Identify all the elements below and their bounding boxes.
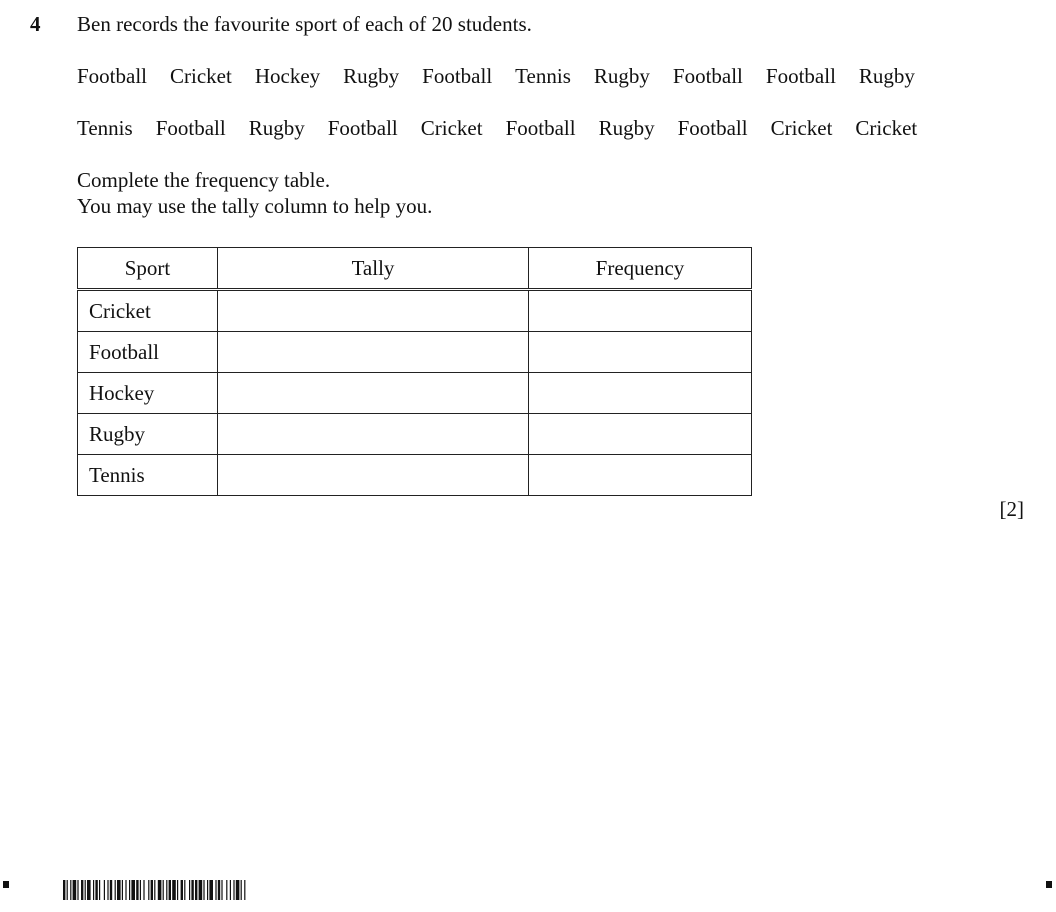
sport-word: Rugby bbox=[858, 64, 915, 88]
registration-mark-left bbox=[3, 881, 9, 888]
frequency-cell[interactable] bbox=[529, 290, 752, 332]
sport-word: Football bbox=[155, 116, 226, 140]
marks-indicator: [2] bbox=[999, 497, 1024, 521]
sport-cell: Football bbox=[78, 332, 218, 373]
sport-cell: Hockey bbox=[78, 373, 218, 414]
instruction-complete-table: Complete the frequency table. bbox=[77, 168, 331, 192]
question-prompt: Ben records the favourite sport of each of 20 students. bbox=[77, 12, 532, 36]
header-frequency: Frequency bbox=[529, 248, 752, 290]
sport-word: Rugby bbox=[343, 64, 400, 88]
sport-word: Football bbox=[677, 116, 748, 140]
frequency-cell[interactable] bbox=[529, 414, 752, 455]
sport-word: Cricket bbox=[170, 64, 232, 88]
sport-word: Football bbox=[77, 64, 148, 88]
sport-word: Hockey bbox=[254, 64, 321, 88]
tally-cell[interactable] bbox=[218, 332, 529, 373]
barcode bbox=[63, 880, 423, 900]
sport-data-row-2 bbox=[77, 115, 917, 141]
table-row bbox=[78, 290, 752, 332]
header-tally: Tally bbox=[218, 248, 529, 290]
sport-cell: Cricket bbox=[78, 290, 218, 332]
tally-cell[interactable] bbox=[218, 373, 529, 414]
sport-word: Cricket bbox=[855, 116, 918, 140]
frequency-table bbox=[77, 247, 752, 496]
table-row bbox=[78, 455, 752, 496]
instruction-tally-help: You may use the tally column to help you. bbox=[77, 194, 433, 218]
sport-word: Rugby bbox=[593, 64, 650, 88]
header-sport: Sport bbox=[78, 248, 218, 290]
sport-word: Football bbox=[327, 116, 398, 140]
frequency-cell[interactable] bbox=[529, 373, 752, 414]
table-row bbox=[78, 373, 752, 414]
sport-word: Football bbox=[422, 64, 493, 88]
sport-cell: Tennis bbox=[78, 455, 218, 496]
sport-word: Rugby bbox=[598, 116, 655, 140]
table-row bbox=[78, 414, 752, 455]
sport-word: Tennis bbox=[515, 64, 571, 88]
sport-cell: Rugby bbox=[78, 414, 218, 455]
frequency-cell[interactable] bbox=[529, 332, 752, 373]
tally-cell[interactable] bbox=[218, 455, 529, 496]
tally-cell[interactable] bbox=[218, 414, 529, 455]
registration-mark-right bbox=[1046, 881, 1052, 888]
frequency-cell[interactable] bbox=[529, 455, 752, 496]
sport-word: Football bbox=[765, 64, 836, 88]
sport-word: Football bbox=[672, 64, 743, 88]
sport-word: Football bbox=[505, 116, 576, 140]
question-number: 4 bbox=[30, 12, 41, 36]
sport-word: Cricket bbox=[770, 116, 833, 140]
sport-word: Rugby bbox=[248, 116, 305, 140]
tally-cell[interactable] bbox=[218, 290, 529, 332]
sport-word: Tennis bbox=[77, 116, 133, 140]
sport-word: Cricket bbox=[420, 116, 483, 140]
sport-data-row-1 bbox=[77, 63, 915, 89]
table-header-row bbox=[78, 248, 752, 290]
table-row bbox=[78, 332, 752, 373]
